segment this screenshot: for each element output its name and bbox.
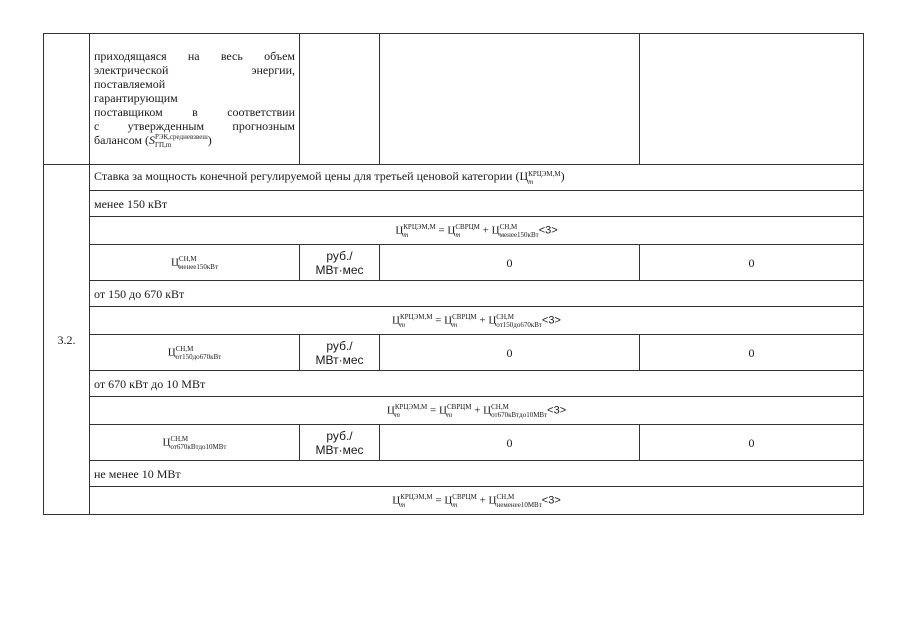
desc-line: поставщиком в соответствии	[94, 104, 295, 119]
formula: Ц КРЦЭМ,М m = Ц СВРЦМ m + Ц СН,М от150до670кВт <3>	[90, 307, 864, 335]
value-cell: 0	[640, 335, 864, 371]
param-row	[44, 425, 864, 461]
formula-row	[44, 217, 864, 245]
symbol-s: S	[148, 132, 155, 147]
group-name-row	[44, 461, 864, 487]
formula-row	[44, 487, 864, 515]
unit-cell: руб./ МВт·мес	[300, 425, 380, 461]
tariff-table	[43, 33, 864, 515]
row-number-empty	[44, 34, 90, 165]
param-row	[44, 245, 864, 281]
desc-line: гарантирующим	[94, 90, 178, 105]
formula: Ц КРЦЭМ,М m = Ц СВРЦМ m + Ц СН,М менее150кВт <3>	[90, 217, 864, 245]
unit-cell: руб./ МВт·мес	[300, 245, 380, 281]
param-row	[44, 335, 864, 371]
param-symbol: Ц СН,М менее150кВт	[90, 245, 300, 281]
section-number: 3.2.	[44, 165, 90, 515]
value-empty	[380, 34, 640, 165]
value-cell: 0	[640, 425, 864, 461]
section-title: Ставка за мощность конечной регулируемой цены для третьей ценовой категории (Ц КРЦЭМ,М m )	[90, 165, 864, 191]
value-cell: 0	[380, 335, 640, 371]
desc-line: приходящаяся на весь объем	[94, 48, 295, 63]
unit-cell: руб./ МВт·мес	[300, 335, 380, 371]
group-name-row	[44, 371, 864, 397]
group-name: от 670 кВт до 10 МВт	[90, 371, 864, 397]
group-name-row	[44, 281, 864, 307]
desc-line: поставляемой	[94, 76, 166, 91]
param-symbol: Ц СН,М от150до670кВт	[90, 335, 300, 371]
unit-empty	[300, 34, 380, 165]
formula-row	[44, 307, 864, 335]
value-empty	[640, 34, 864, 165]
group-name-row	[44, 191, 864, 217]
continuation-row	[44, 34, 864, 165]
value-cell: 0	[380, 425, 640, 461]
desc-line-symbol: балансом (S РЭК,средневзвеш ГП,m )	[94, 132, 212, 150]
formula: Ц КРЦЭМ,М m = Ц СВРЦМ m + Ц СН,М неменее10МВт <3>	[90, 487, 864, 515]
group-name: не менее 10 МВт	[90, 461, 864, 487]
desc-line: с утвержденным прогнозным	[94, 118, 295, 133]
formula: Ц КРЦЭМ,М m = Ц СВРЦМ m + Ц СН,М от670кВтдо10МВт <3>	[90, 397, 864, 425]
description-cell	[90, 34, 300, 165]
param-symbol: Ц СН,М от670кВтдо10МВт	[90, 425, 300, 461]
desc-line: электрической энергии,	[94, 62, 295, 77]
group-name: менее 150 кВт	[90, 191, 864, 217]
value-cell: 0	[380, 245, 640, 281]
group-name: от 150 до 670 кВт	[90, 281, 864, 307]
formula-row	[44, 397, 864, 425]
section-row	[44, 165, 864, 191]
value-cell: 0	[640, 245, 864, 281]
